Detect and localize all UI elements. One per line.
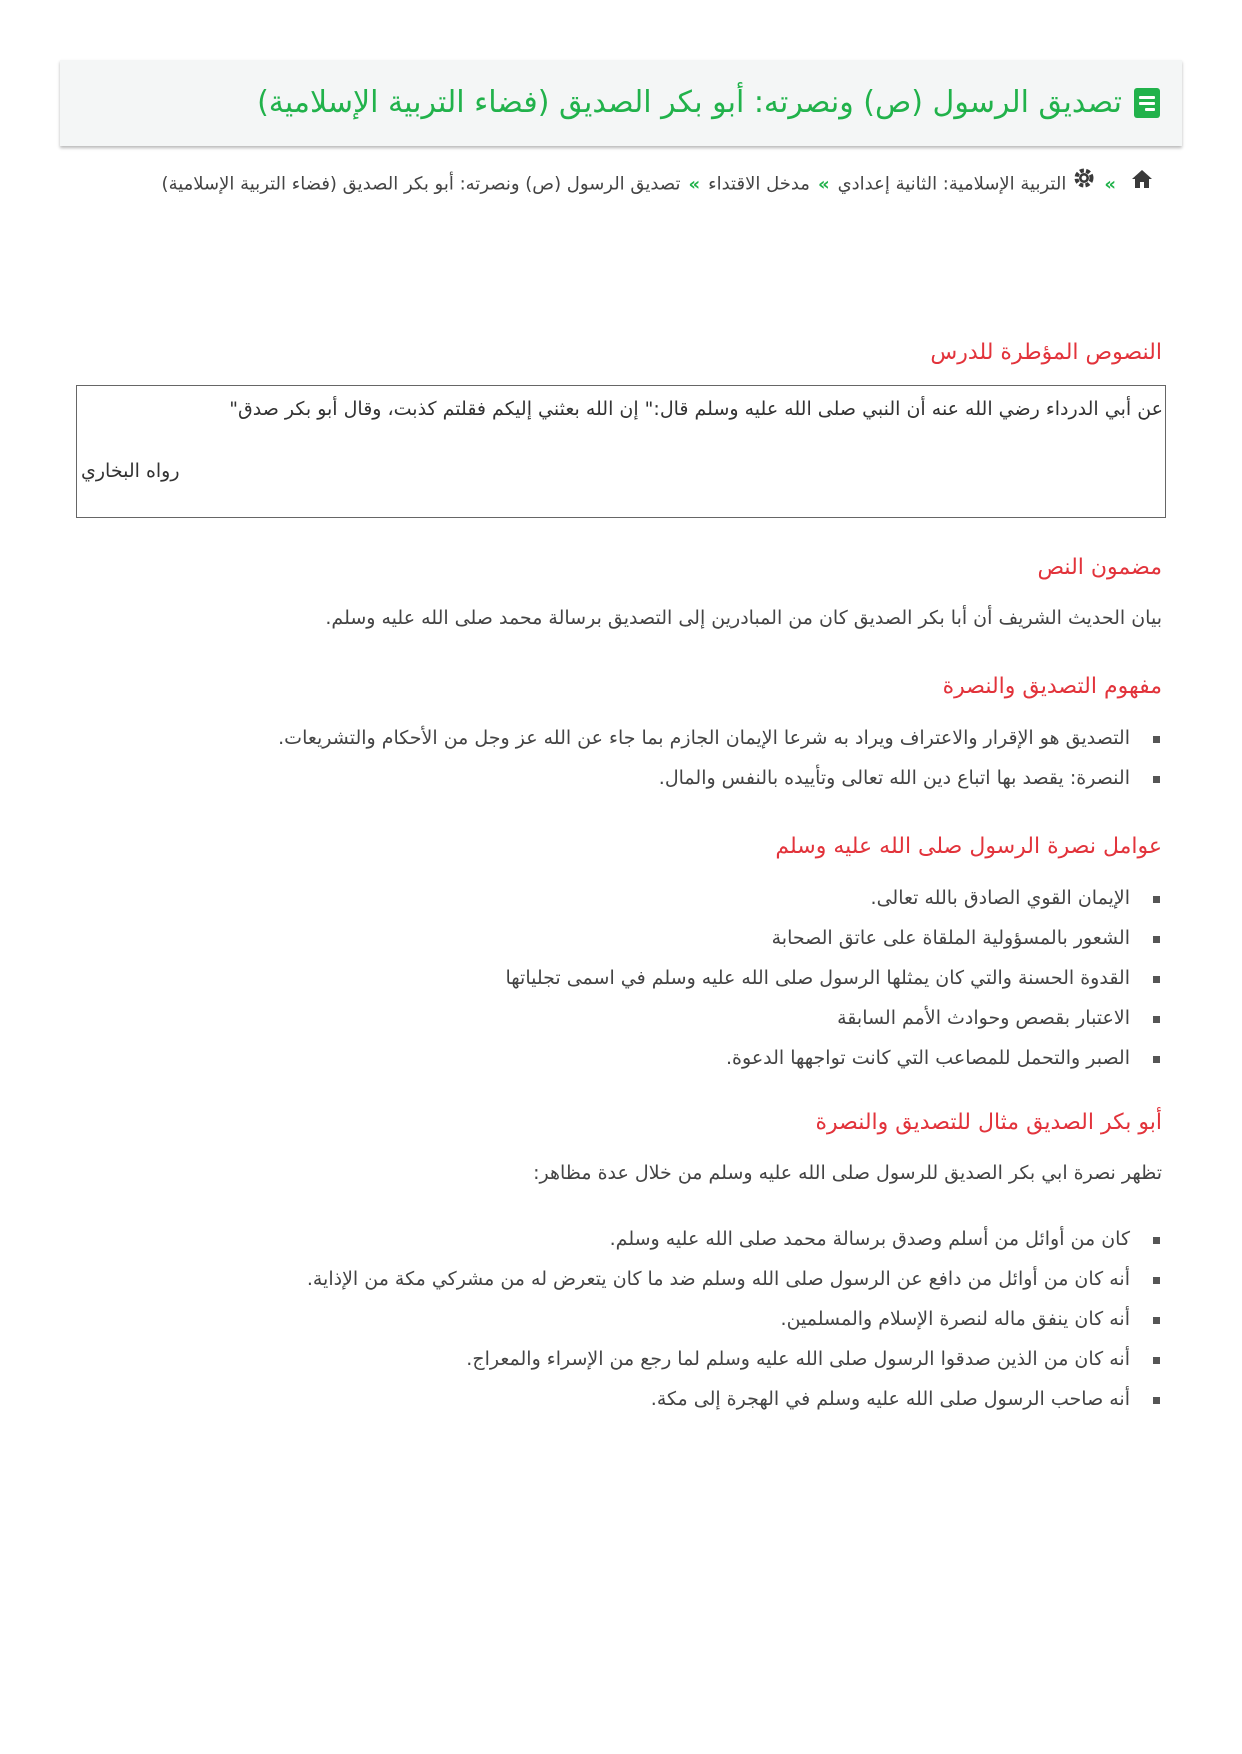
concept-list [82, 718, 1162, 798]
breadcrumb-item[interactable]: التربية الإسلامية: الثانية إعدادي [837, 173, 1067, 195]
list-item: الإيمان القوي الصادق بالله تعالى. [82, 878, 1162, 918]
list-item: أنه كان من أوائل من دافع عن الرسول صلى الله وسلم ضد ما كان يتعرض له من مشركي مكة من الإذاية. [82, 1259, 1162, 1299]
page-title: تصديق الرسول (ص) ونصرته: أبو بكر الصديق (فضاء التربية الإسلامية) [257, 85, 1122, 120]
example-list [82, 1219, 1162, 1419]
list-item: أنه كان من الذين صدقوا الرسول صلى الله عليه وسلم لما رجع من الإسراء والمعراج. [82, 1339, 1162, 1379]
list-item: أنه صاحب الرسول صلى الله عليه وسلم في الهجرة إلى مكة. [82, 1379, 1162, 1419]
section-title-texts: النصوص المؤطرة للدرس [930, 340, 1162, 365]
list-item: الصبر والتحمل للمصاعب التي كانت تواجهها الدعوة. [82, 1038, 1162, 1078]
breadcrumb-current: تصديق الرسول (ص) ونصرته: أبو بكر الصديق (فضاء التربية الإسلامية) [161, 173, 681, 195]
page-header [60, 60, 1182, 146]
section-title-content: مضمون النص [1037, 555, 1162, 580]
list-item: النصرة: يقصد بها اتباع دين الله تعالى وتأييده بالنفس والمال. [82, 758, 1162, 798]
breadcrumb-item[interactable]: مدخل الاقتداء [708, 173, 810, 195]
list-item: القدوة الحسنة والتي كان يمثلها الرسول صلى الله عليه وسلم في اسمى تجلياتها [82, 958, 1162, 998]
breadcrumb-separator: » [817, 173, 830, 195]
section-title-example: أبو بكر الصديق مثال للتصديق والنصرة [815, 1110, 1162, 1135]
example-intro: تظهر نصرة ابي بكر الصديق للرسول صلى الله عليه وسلم من خلال عدة مظاهر: [533, 1162, 1162, 1184]
section-title-factors: عوامل نصرة الرسول صلى الله عليه وسلم [775, 834, 1162, 859]
document-icon [1134, 88, 1160, 118]
hadith-quote: عن أبي الدرداء رضي الله عنه أن النبي صلى الله عليه وسلم قال:" إن الله بعثني إليكم فقلتم كذبت، وقال أبو بكر صدق" [229, 398, 1163, 420]
list-item: الشعور بالمسؤولية الملقاة على عاتق الصحابة [82, 918, 1162, 958]
section-title-concept: مفهوم التصديق والنصرة [942, 674, 1162, 699]
list-item: كان من أوائل من أسلم وصدق برسالة محمد صلى الله عليه وسلم. [82, 1219, 1162, 1259]
list-item: التصديق هو الإقرار والاعتراف ويراد به شرعا الإيمان الجازم بما جاء عن الله عز وجل من الأحكام والتشريعات. [82, 718, 1162, 758]
content-paragraph: بيان الحديث الشريف أن أبا بكر الصديق كان من المبادرين إلى التصديق برسالة محمد صلى الله عليه وسلم. [325, 607, 1162, 629]
quote-box [76, 385, 1166, 518]
breadcrumb [154, 166, 1154, 203]
list-item: الاعتبار بقصص وحوادث الأمم السابقة [82, 998, 1162, 1038]
quote-source: رواه البخاري [81, 460, 180, 482]
breadcrumb-separator: » [1104, 173, 1116, 195]
gear-icon [1072, 166, 1096, 203]
home-icon[interactable] [1130, 167, 1154, 203]
list-item: أنه كان ينفق ماله لنصرة الإسلام والمسلمين. [82, 1299, 1162, 1339]
breadcrumb-separator: » [688, 173, 701, 195]
factors-list [82, 878, 1162, 1078]
